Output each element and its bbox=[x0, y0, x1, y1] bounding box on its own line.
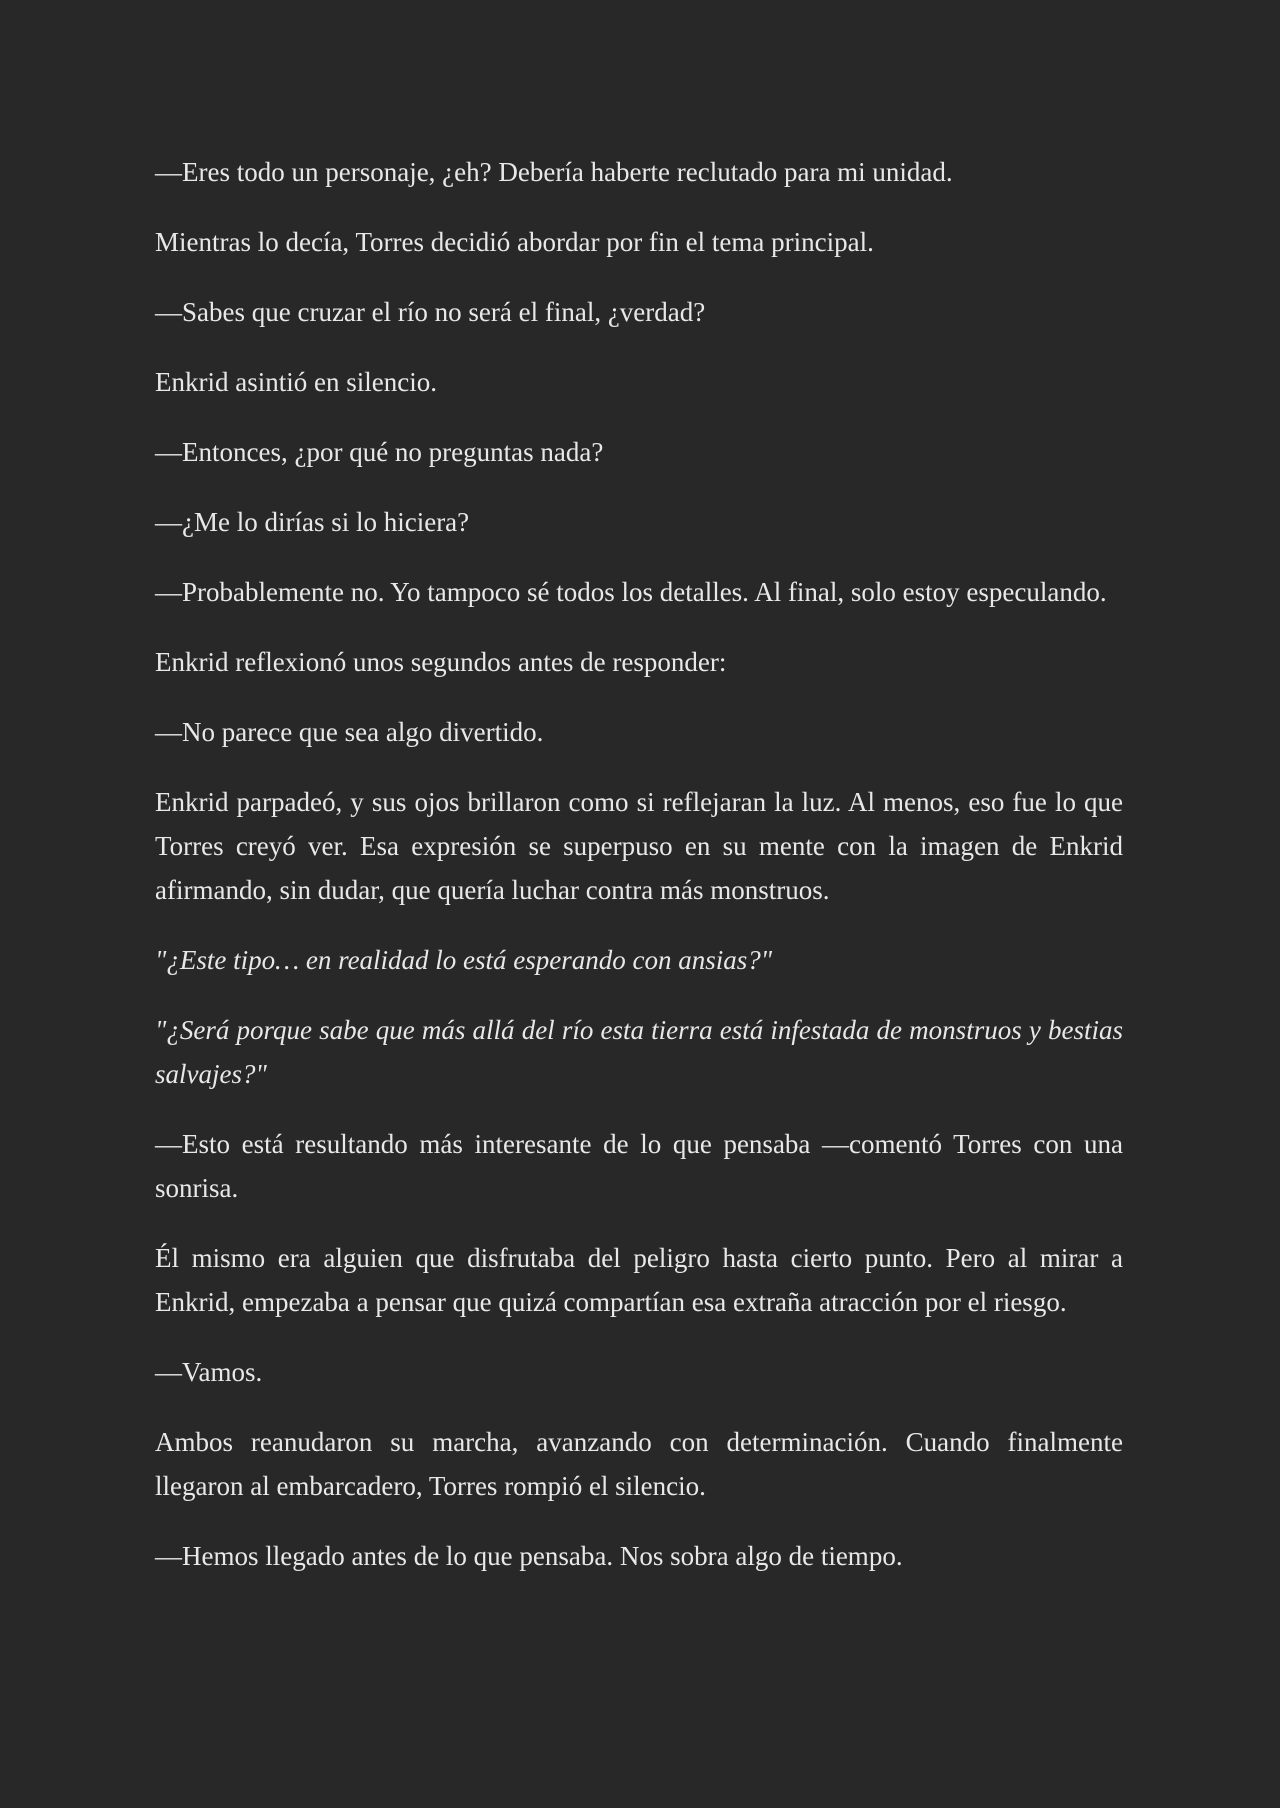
narration-paragraph: Ambos reanudaron su marcha, avanzando con determinación. Cuando finalmente llegaron al embarcadero, Torres rompió el silencio. bbox=[155, 1427, 1123, 1501]
narration-paragraph: Enkrid parpadeó, y sus ojos brillaron como si reflejaran la luz. Al menos, eso fue lo que Torres creyó ver. Esa expresión se superpuso en su mente con la imagen de Enkrid afirmando, sin dudar, que quería luchar contra más monstruos. bbox=[155, 787, 1123, 905]
chapter-text bbox=[155, 150, 1123, 1604]
narration-paragraph: Él mismo era alguien que disfrutaba del peligro hasta cierto punto. Pero al mirar a Enkrid, empezaba a pensar que quizá compartían esa extraña atracción por el riesgo. bbox=[155, 1243, 1123, 1317]
dialogue-paragraph: —Esto está resultando más interesante de lo que pensaba —comentó Torres con una sonrisa. bbox=[155, 1129, 1123, 1203]
dialogue-paragraph: —Probablemente no. Yo tampoco sé todos los detalles. Al final, solo estoy especulando. bbox=[155, 577, 1107, 607]
dialogue-paragraph: —Vamos. bbox=[155, 1357, 263, 1387]
dialogue-paragraph: —¿Me lo dirías si lo hiciera? bbox=[155, 507, 470, 537]
narration-paragraph: Enkrid reflexionó unos segundos antes de responder: bbox=[155, 647, 727, 677]
dialogue-paragraph: —No parece que sea algo divertido. bbox=[155, 717, 544, 747]
dialogue-paragraph: —Sabes que cruzar el río no será el final, ¿verdad? bbox=[155, 297, 706, 327]
narration-paragraph: Enkrid asintió en silencio. bbox=[155, 367, 437, 397]
dialogue-paragraph: —Hemos llegado antes de lo que pensaba. Nos sobra algo de tiempo. bbox=[155, 1541, 903, 1571]
thought-paragraph: "¿Este tipo… en realidad lo está esperando con ansias?" bbox=[155, 945, 773, 975]
dialogue-paragraph: —Entonces, ¿por qué no preguntas nada? bbox=[155, 437, 604, 467]
narration-paragraph: Mientras lo decía, Torres decidió abordar por fin el tema principal. bbox=[155, 227, 874, 257]
dialogue-paragraph: —Eres todo un personaje, ¿eh? Debería haberte reclutado para mi unidad. bbox=[155, 157, 953, 187]
thought-paragraph: "¿Será porque sabe que más allá del río esta tierra está infestada de monstruos y bestias salvajes?" bbox=[155, 1015, 1123, 1089]
